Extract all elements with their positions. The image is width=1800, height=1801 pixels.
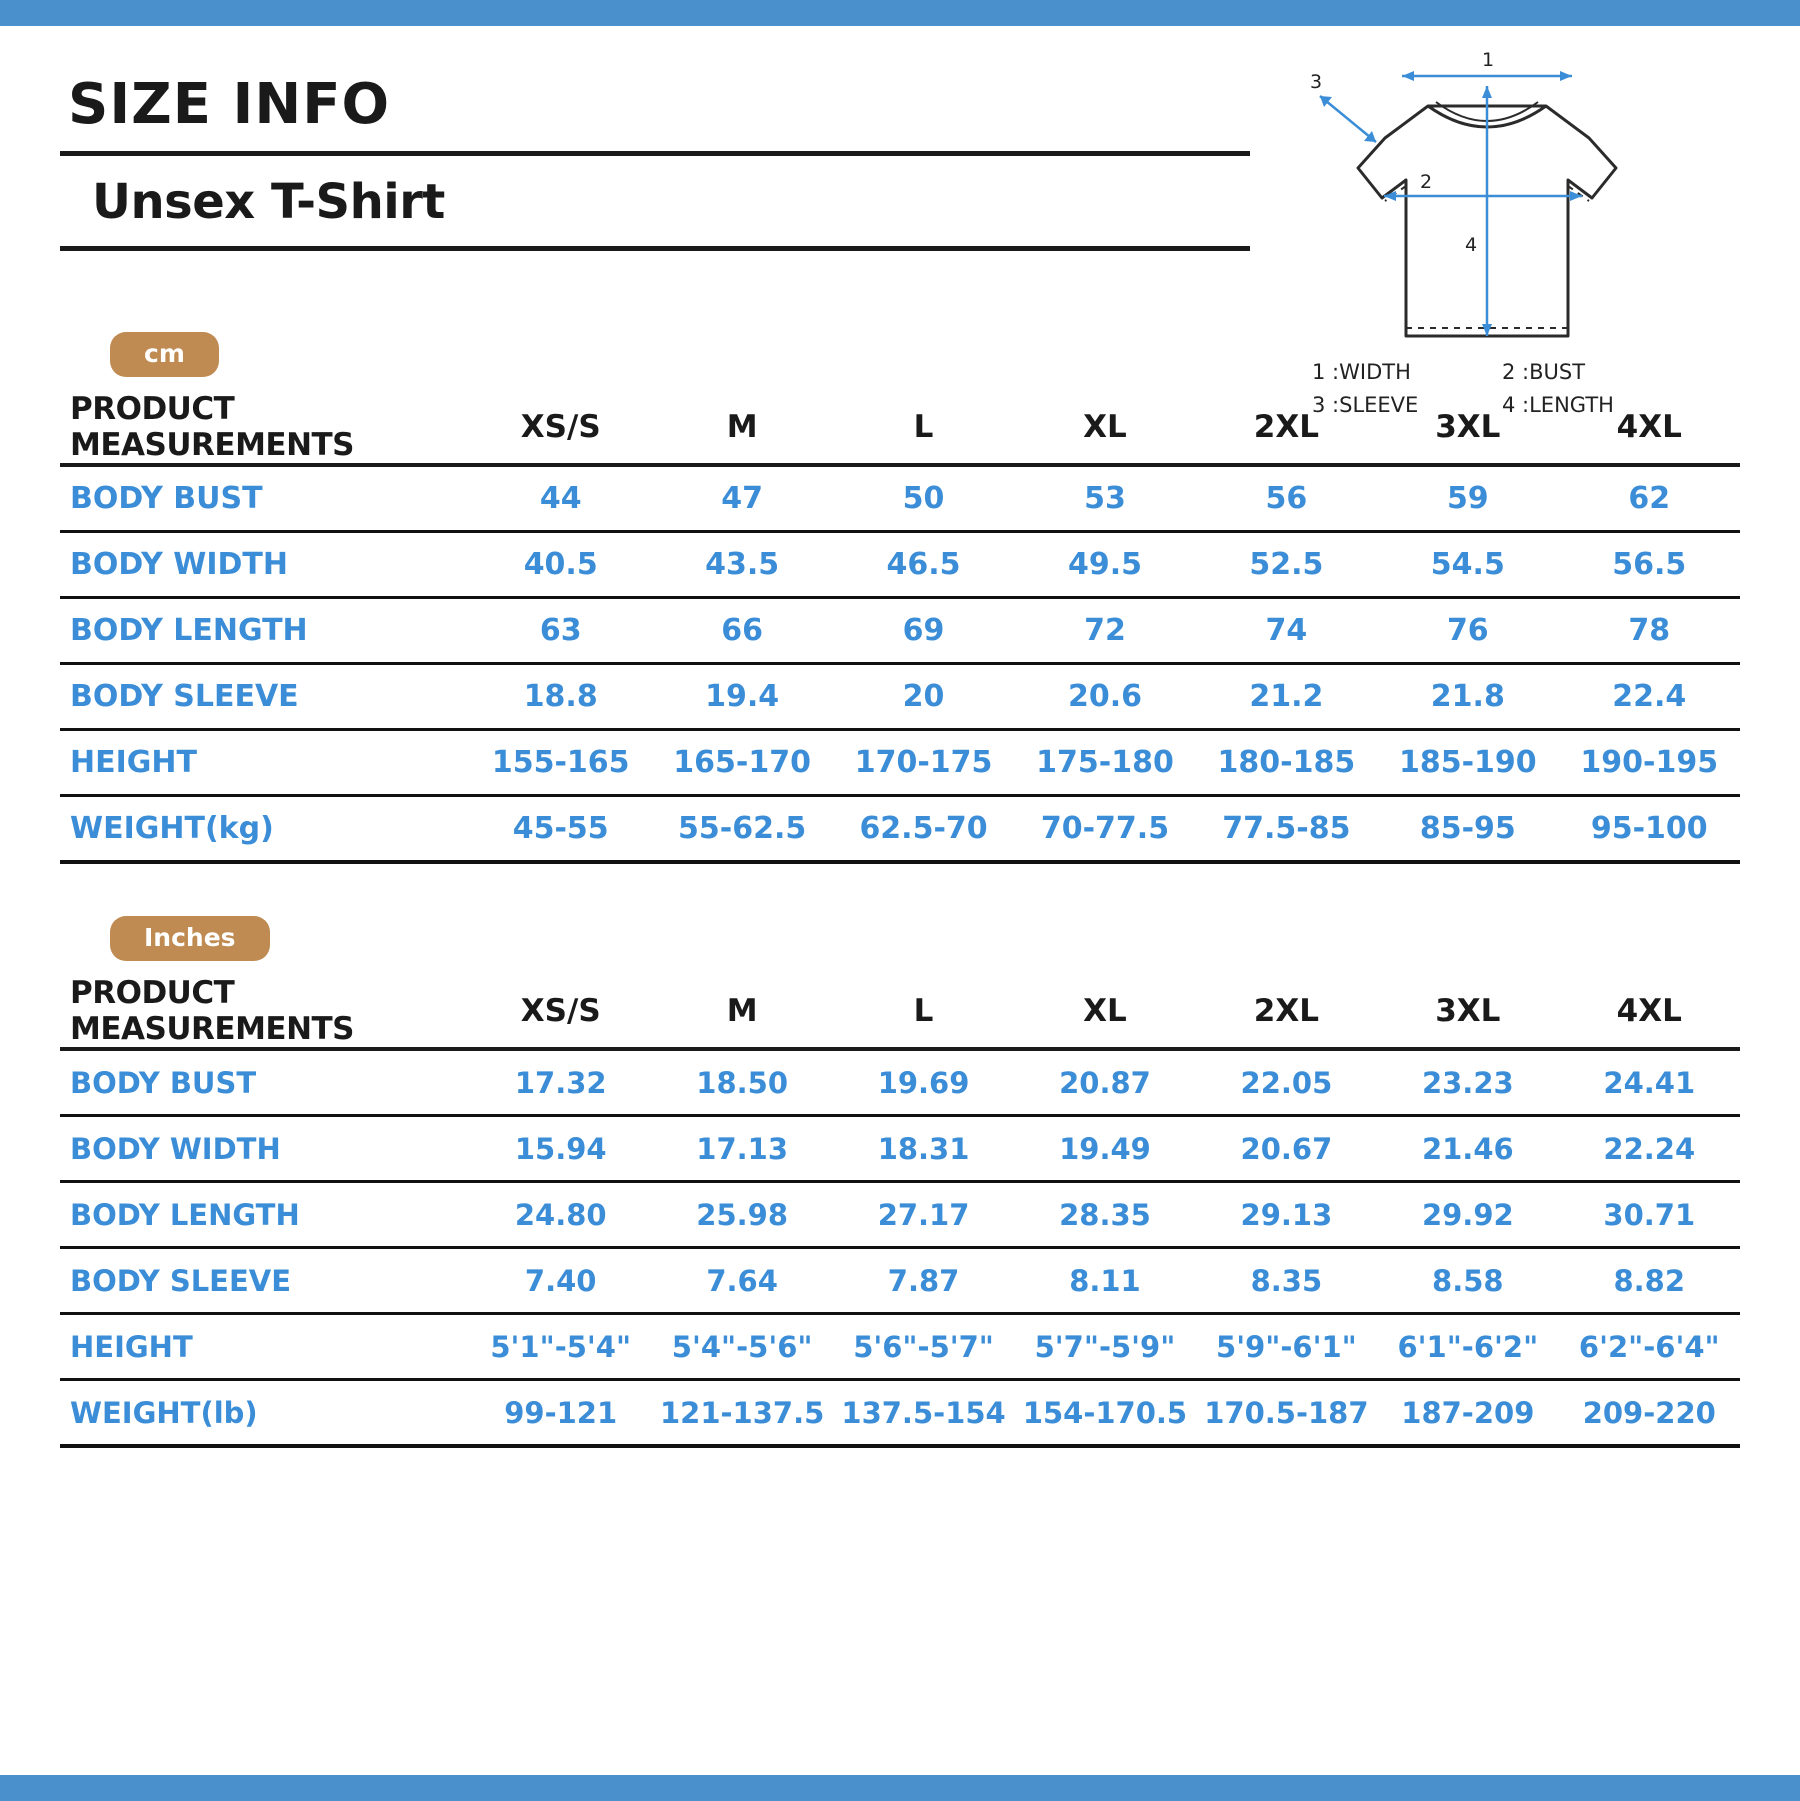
tshirt-diagram-svg: [1310, 46, 1700, 406]
inches-cell: 27.17: [833, 1182, 1014, 1248]
cm-col-measurements: PRODUCT MEASUREMENTS: [60, 391, 470, 465]
cm-col-xl: XL: [1014, 391, 1195, 465]
inches-header-row: [60, 975, 1740, 1049]
legend-row-1: [1312, 356, 1692, 389]
inches-cell: 20.67: [1196, 1116, 1377, 1182]
inches-col-measurements: PRODUCT MEASUREMENTS: [60, 975, 470, 1049]
inches-cell: 8.11: [1014, 1248, 1195, 1314]
cm-cell: 155-165: [470, 730, 651, 796]
inches-cell: 19.69: [833, 1049, 1014, 1116]
inches-cell: 209-220: [1559, 1380, 1740, 1447]
inches-cell: 8.58: [1377, 1248, 1558, 1314]
inches-cell: 5'4"-5'6": [651, 1314, 832, 1380]
cm-cell: 22.4: [1559, 664, 1740, 730]
inches-row-label: BODY SLEEVE: [60, 1248, 470, 1314]
table-row: [60, 532, 1740, 598]
inches-cell: 19.49: [1014, 1116, 1195, 1182]
width-arrow-left: [1402, 71, 1414, 81]
legend-item-width: 1 :WIDTH: [1312, 360, 1411, 384]
cm-cell: 53: [1014, 465, 1195, 532]
inches-cell: 25.98: [651, 1182, 832, 1248]
cm-col-l: L: [833, 391, 1014, 465]
cm-cell: 62.5-70: [833, 796, 1014, 863]
cm-cell: 56.5: [1559, 532, 1740, 598]
inches-cell: 6'1"-6'2": [1377, 1314, 1558, 1380]
legend-item-sleeve: 3 :SLEEVE: [1312, 392, 1419, 417]
marker-3-label: 3: [1310, 71, 1323, 93]
inches-col-4xl: 4XL: [1559, 975, 1740, 1049]
width-arrow-right: [1560, 71, 1572, 81]
cm-cell: 180-185: [1196, 730, 1377, 796]
inches-cell: 17.13: [651, 1116, 832, 1182]
cm-cell: 66: [651, 598, 832, 664]
table-row: [60, 730, 1740, 796]
inches-cell: 23.23: [1377, 1049, 1558, 1116]
cm-cell: 95-100: [1559, 796, 1740, 863]
cm-cell: 21.8: [1377, 664, 1558, 730]
inches-cell: 137.5-154: [833, 1380, 1014, 1447]
inches-cell: 15.94: [470, 1116, 651, 1182]
cm-cell: 165-170: [651, 730, 832, 796]
cm-cell: 56: [1196, 465, 1377, 532]
inches-section: [60, 916, 1740, 1448]
cm-col-2xl: 2XL: [1196, 391, 1377, 465]
inches-col-2xl: 2XL: [1196, 975, 1377, 1049]
inches-cell: 21.46: [1377, 1116, 1558, 1182]
diagram-legend: [1312, 356, 1692, 421]
cm-cell: 45-55: [470, 796, 651, 863]
marker-4-label: 4: [1465, 234, 1478, 256]
table-row: [60, 1380, 1740, 1447]
inches-col-xss: XS/S: [470, 975, 651, 1049]
cm-cell: 18.8: [470, 664, 651, 730]
cm-row-label: BODY LENGTH: [60, 598, 470, 664]
top-accent-bar: [0, 0, 1800, 26]
cm-cell: 49.5: [1014, 532, 1195, 598]
inches-cell: 5'9"-6'1": [1196, 1314, 1377, 1380]
cm-cell: 54.5: [1377, 532, 1558, 598]
inches-row-label: BODY WIDTH: [60, 1116, 470, 1182]
inches-cell: 28.35: [1014, 1182, 1195, 1248]
cm-cell: 52.5: [1196, 532, 1377, 598]
legend-item-bust: 2 :BUST: [1502, 360, 1586, 384]
inches-row-label: HEIGHT: [60, 1314, 470, 1380]
cm-row-label: HEIGHT: [60, 730, 470, 796]
cm-cell: 170-175: [833, 730, 1014, 796]
page-content: [0, 26, 1800, 1775]
bust-arrow-right: [1570, 191, 1582, 201]
table-row: [60, 465, 1740, 532]
cm-cell: 76: [1377, 598, 1558, 664]
cm-cell: 50: [833, 465, 1014, 532]
inches-cell: 99-121: [470, 1380, 651, 1447]
table-row: [60, 1049, 1740, 1116]
inches-col-l: L: [833, 975, 1014, 1049]
inches-row-label: WEIGHT(lb): [60, 1380, 470, 1447]
inches-cell: 22.24: [1559, 1116, 1740, 1182]
table-row: [60, 598, 1740, 664]
cm-cell: 63: [470, 598, 651, 664]
inches-cell: 8.35: [1196, 1248, 1377, 1314]
cm-col-3xl: 3XL: [1377, 391, 1558, 465]
cm-row-label: WEIGHT(kg): [60, 796, 470, 863]
inches-col-xl: XL: [1014, 975, 1195, 1049]
marker-2-label: 2: [1420, 171, 1433, 193]
title-block: [60, 72, 1250, 251]
inches-cell: 18.31: [833, 1116, 1014, 1182]
cm-cell: 19.4: [651, 664, 832, 730]
cm-cell: 85-95: [1377, 796, 1558, 863]
inches-cell: 6'2"-6'4": [1559, 1314, 1740, 1380]
cm-col-4xl: 4XL: [1559, 391, 1740, 465]
inches-col-m: M: [651, 975, 832, 1049]
sleeve-measure-line: [1320, 96, 1376, 142]
cm-cell: 20.6: [1014, 664, 1195, 730]
page-subtitle: Unsex T-Shirt: [92, 174, 445, 230]
inches-cell: 5'7"-5'9": [1014, 1314, 1195, 1380]
inches-cell: 22.05: [1196, 1049, 1377, 1116]
page-title: SIZE INFO: [68, 72, 391, 137]
cm-cell: 44: [470, 465, 651, 532]
length-arrow-top: [1482, 86, 1492, 98]
legend-row-2: [1312, 389, 1692, 422]
inches-row-label: BODY LENGTH: [60, 1182, 470, 1248]
inches-cell: 17.32: [470, 1049, 651, 1116]
inches-cell: 29.13: [1196, 1182, 1377, 1248]
title-divider-bottom: [60, 246, 1250, 251]
inches-cell: 24.80: [470, 1182, 651, 1248]
cm-cell: 47: [651, 465, 832, 532]
cm-cell: 55-62.5: [651, 796, 832, 863]
cm-cell: 69: [833, 598, 1014, 664]
cm-row-label: BODY BUST: [60, 465, 470, 532]
inches-cell: 20.87: [1014, 1049, 1195, 1116]
table-row: [60, 1116, 1740, 1182]
inches-cell: 154-170.5: [1014, 1380, 1195, 1447]
cm-row-label: BODY WIDTH: [60, 532, 470, 598]
inches-cell: 18.50: [651, 1049, 832, 1116]
cm-cell: 20: [833, 664, 1014, 730]
table-row: [60, 1182, 1740, 1248]
cm-cell: 74: [1196, 598, 1377, 664]
cm-cell: 62: [1559, 465, 1740, 532]
inches-cell: 170.5-187: [1196, 1380, 1377, 1447]
cm-row-label: BODY SLEEVE: [60, 664, 470, 730]
cm-cell: 21.2: [1196, 664, 1377, 730]
marker-1-label: 1: [1482, 49, 1495, 71]
tshirt-diagram: [1310, 46, 1700, 406]
cm-cell: 78: [1559, 598, 1740, 664]
cm-cell: 43.5: [651, 532, 832, 598]
inches-row-label: BODY BUST: [60, 1049, 470, 1116]
cm-cell: 70-77.5: [1014, 796, 1195, 863]
cm-cell: 185-190: [1377, 730, 1558, 796]
inches-size-table: [60, 975, 1740, 1448]
inches-cell: 5'1"-5'4": [470, 1314, 651, 1380]
cm-cell: 59: [1377, 465, 1558, 532]
cm-cell: 77.5-85: [1196, 796, 1377, 863]
table-row: [60, 1314, 1740, 1380]
inches-cell: 187-209: [1377, 1380, 1558, 1447]
inches-cell: 7.87: [833, 1248, 1014, 1314]
inches-cell: 5'6"-5'7": [833, 1314, 1014, 1380]
table-row: [60, 796, 1740, 863]
cm-cell: 190-195: [1559, 730, 1740, 796]
inches-unit-badge: Inches: [110, 916, 270, 961]
inches-unit-badge-wrap: [60, 916, 1740, 961]
cm-cell: 72: [1014, 598, 1195, 664]
inches-cell: 7.64: [651, 1248, 832, 1314]
bottom-accent-bar: [0, 1775, 1800, 1801]
cm-cell: 175-180: [1014, 730, 1195, 796]
inches-cell: 30.71: [1559, 1182, 1740, 1248]
inches-cell: 24.41: [1559, 1049, 1740, 1116]
cm-col-m: M: [651, 391, 832, 465]
legend-item-length: 4 :LENGTH: [1502, 392, 1614, 417]
inches-col-3xl: 3XL: [1377, 975, 1558, 1049]
inches-cell: 7.40: [470, 1248, 651, 1314]
cm-cell: 40.5: [470, 532, 651, 598]
inches-cell: 8.82: [1559, 1248, 1740, 1314]
cm-cell: 46.5: [833, 532, 1014, 598]
table-row: [60, 664, 1740, 730]
cm-col-xss: XS/S: [470, 391, 651, 465]
table-row: [60, 1248, 1740, 1314]
inches-cell: 29.92: [1377, 1182, 1558, 1248]
cm-unit-badge: cm: [110, 332, 219, 377]
cm-size-table: [60, 391, 1740, 864]
inches-cell: 121-137.5: [651, 1380, 832, 1447]
